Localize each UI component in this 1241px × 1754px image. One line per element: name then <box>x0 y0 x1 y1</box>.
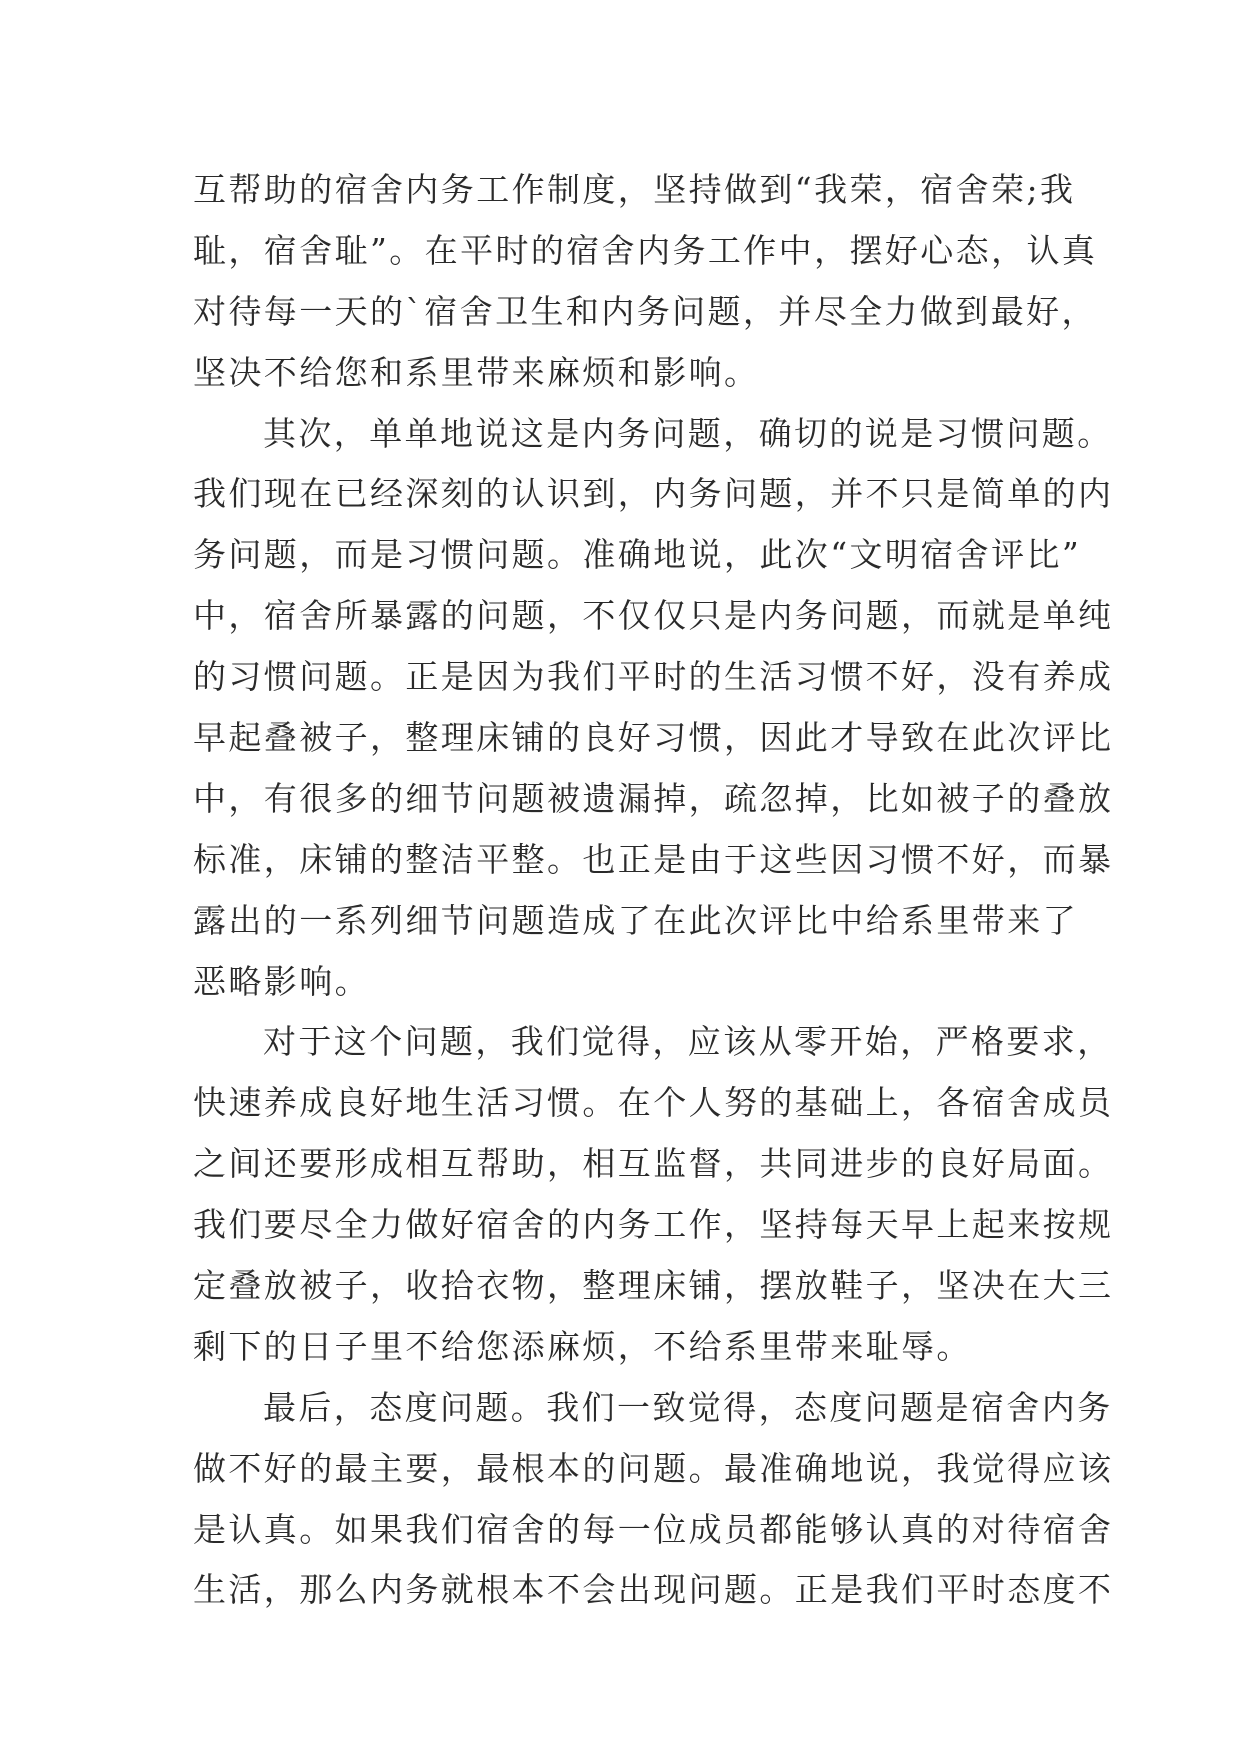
text-line: 坚决不给您和系里带来麻烦和影响。 <box>193 352 760 392</box>
text-line: 务问题，而是习惯问题。准确地说，此次“文明宿舍评比” <box>193 535 1082 575</box>
text-line: 对待每一天的`宿舍卫生和内务问题，并尽全力做到最好， <box>193 291 1097 331</box>
text-line: 早起叠被子，整理床铺的良好习惯，因此才导致在此次评比 <box>193 718 1114 758</box>
text-line: 对于这个问题，我们觉得，应该从零开始，严格要求， <box>263 1022 1113 1062</box>
text-line: 定叠放被子，收拾衣物，整理床铺，摆放鞋子，坚决在大三 <box>193 1266 1114 1306</box>
text-line: 是认真。如果我们宿舍的每一位成员都能够认真的对待宿舍 <box>193 1509 1114 1549</box>
text-line: 恶略影响。 <box>193 961 370 1001</box>
text-line: 中，宿舍所暴露的问题，不仅仅只是内务问题，而就是单纯 <box>193 596 1114 636</box>
text-line: 中，有很多的细节问题被遗漏掉，疏忽掉，比如被子的叠放 <box>193 778 1114 818</box>
text-line: 的习惯问题。正是因为我们平时的生活习惯不好，没有养成 <box>193 657 1114 697</box>
text-line: 露出的一系列细节问题造成了在此次评比中给系里带来了 <box>193 900 1078 940</box>
text-line: 耻，宿舍耻”。在平时的宿舍内务工作中，摆好心态，认真 <box>193 230 1098 270</box>
text-line: 做不好的最主要，最根本的问题。最准确地说，我觉得应该 <box>193 1448 1114 1488</box>
text-line: 其次，单单地说这是内务问题，确切的说是习惯问题。 <box>263 413 1113 453</box>
text-line: 生活，那么内务就根本不会出现问题。正是我们平时态度不 <box>193 1570 1114 1610</box>
text-line: 我们要尽全力做好宿舍的内务工作，坚持每天早上起来按规 <box>193 1205 1114 1245</box>
text-line: 互帮助的宿舍内务工作制度，坚持做到“我荣，宿舍荣;我 <box>193 170 1076 209</box>
text-line: 标准，床铺的整洁平整。也正是由于这些因习惯不好，而暴 <box>193 839 1114 879</box>
body-text <box>193 160 1114 1621</box>
text-line: 我们现在已经深刻的认识到，内务问题，并不只是简单的内 <box>193 474 1114 514</box>
text-line: 之间还要形成相互帮助，相互监督，共同进步的良好局面。 <box>193 1144 1114 1184</box>
text-line: 最后，态度问题。我们一致觉得，态度问题是宿舍内务 <box>263 1387 1113 1427</box>
text-line: 快速养成良好地生活习惯。在个人努的基础上，各宿舍成员 <box>193 1083 1114 1123</box>
text-line: 剩下的日子里不给您添麻烦，不给系里带来耻辱。 <box>193 1326 972 1366</box>
